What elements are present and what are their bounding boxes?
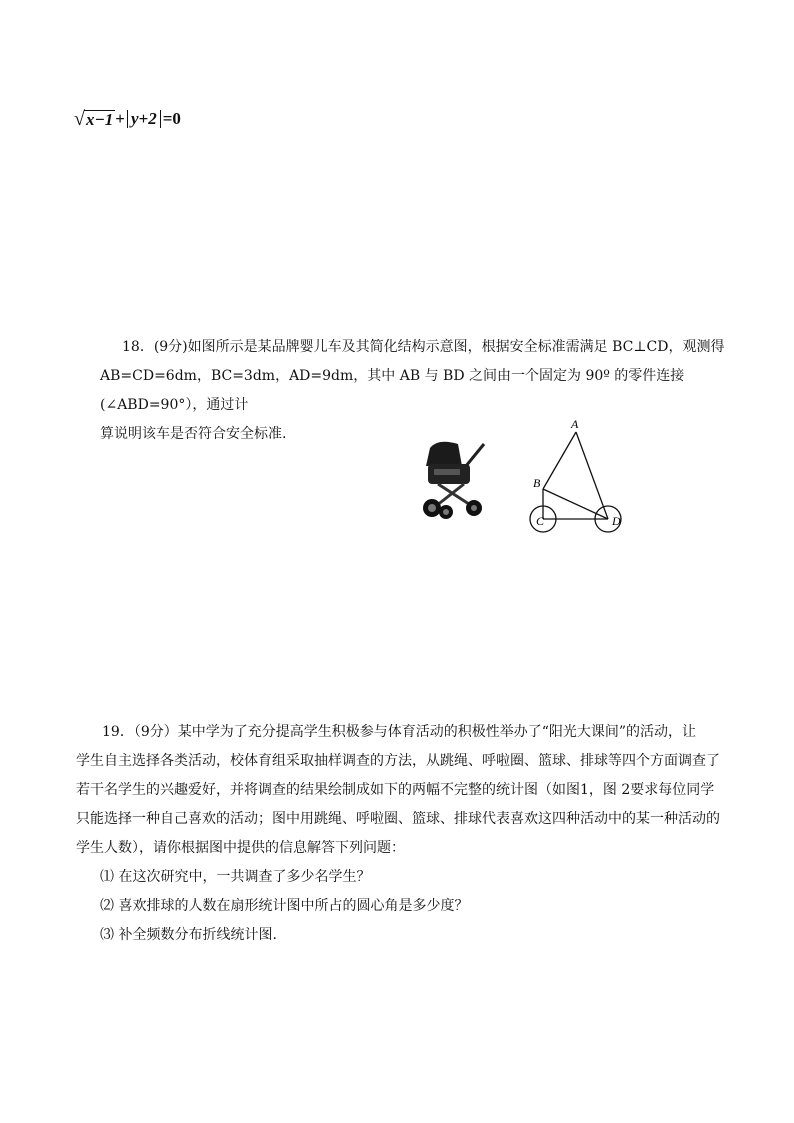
absolute-value: y+2	[127, 110, 161, 128]
q18-line-3: 算说明该车是否符合安全标准.	[100, 426, 287, 442]
equation	[74, 106, 181, 132]
q19-line-2: 学生自主选择各类活动，校体育组采取抽样调查的方法，从跳绳、呼啦圈、篮球、排球等四个方面调查了	[76, 753, 720, 769]
label-d: D	[612, 514, 621, 528]
label-b: B	[533, 476, 541, 490]
q18-line-1: 18．(9分)如图所示是某品牌婴儿车及其简化结构示意图，根据安全标准需满足 BC⊥CD，观测得	[122, 339, 725, 355]
q19-sub-3: ⑶ 补全频数分布折线统计图.	[100, 927, 277, 943]
stroller-image	[408, 436, 492, 520]
plus-sign: +	[115, 109, 125, 128]
radical-sign-icon: √	[74, 108, 85, 130]
q19-sub-2: ⑵ 喜欢排球的人数在扇形统计图中所占的圆心角是多少度？	[100, 898, 469, 914]
question-19	[76, 718, 730, 950]
square-root	[74, 109, 115, 129]
q18-line-2: AB=CD=6dm，BC=3dm，AD=9dm，其中 AB 与 BD 之间由一个固定为 90º 的零件连接(∠ABD=90°），通过计	[100, 368, 685, 413]
question-18	[100, 333, 730, 449]
label-a: A	[571, 417, 579, 431]
q19-line-1: 19．（9分）某中学为了充分提高学生积极参与体育活动的积极性举办了“阳光大课间”的活动，让	[102, 724, 697, 740]
equals-zero: =0	[162, 109, 181, 128]
segment-ab	[543, 432, 576, 489]
radicand: x−1	[85, 110, 114, 129]
q19-line-3: 若干名学生的兴趣爱好，并将调查的结果绘制成如下的两幅不完整的统计图（如图1，图 2要求每位同学	[76, 782, 715, 798]
q19-sub-1: ⑴ 在这次研究中，一共调查了多少名学生？	[100, 869, 371, 885]
q19-line-4: 只能选择一种自己喜欢的活动；图中用跳绳、呼啦圈、篮球、排球代表喜欢这四种活动中的某一种活动的	[76, 811, 720, 827]
label-c: C	[536, 514, 545, 528]
q19-line-5: 学生人数），请你根据图中提供的信息解答下列问题：	[76, 840, 405, 856]
geometry-figure	[524, 412, 634, 536]
